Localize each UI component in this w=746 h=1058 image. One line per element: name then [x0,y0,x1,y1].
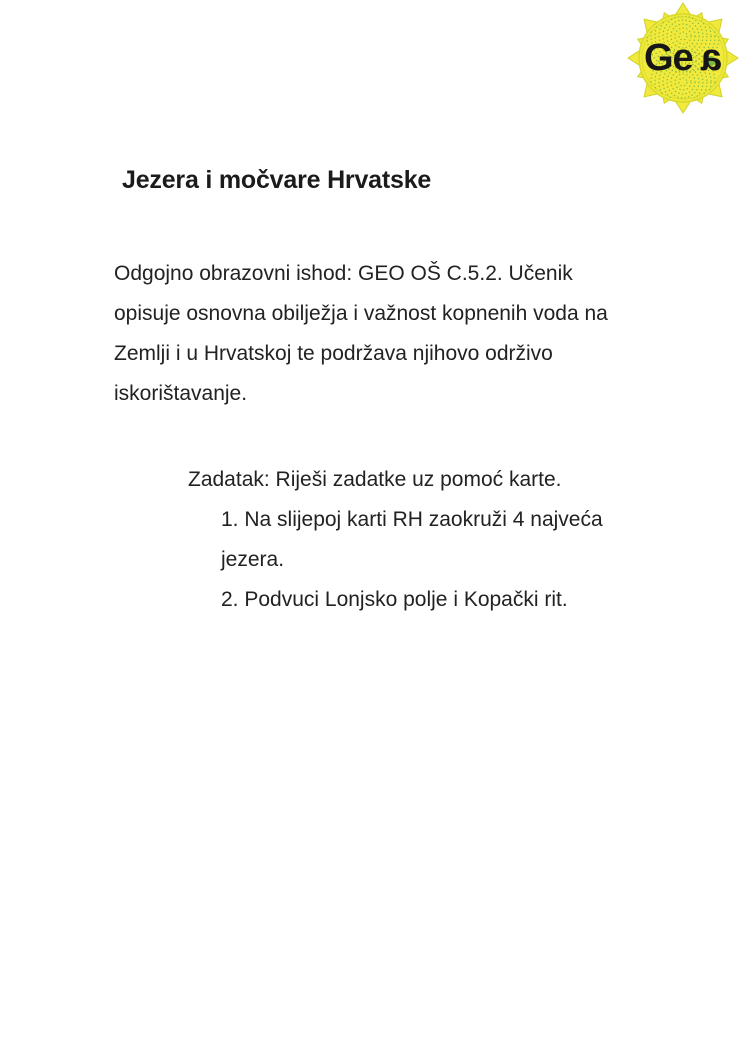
paragraph-line-1: Odgojno obrazovni ishod: GEO OŠ C.5.2. Učenik [114,262,573,285]
learning-outcome-paragraph [114,254,608,414]
task-item-2: 2. Podvuci Lonjsko polje i Kopački rit. [221,588,568,611]
paragraph-line-2: opisuje osnovna obilježja i važnost kopnenih voda na [114,302,608,325]
gea-logo [624,2,742,114]
task-list [221,500,603,620]
paragraph-line-3: Zemlji i u Hrvatskoj te podržava njihovo održivo [114,342,553,365]
gea-logo-text-a: a [700,37,722,79]
gea-logo-icon [624,2,742,114]
task-intro: Zadatak: Riješi zadatke uz pomoć karte. [188,468,562,491]
task-item-1-line-1: 1. Na slijepoj karti RH zaokruži 4 najveća [221,508,603,531]
page-title: Jezera i močvare Hrvatske [122,166,432,194]
gea-logo-text-ge: Ge [644,37,693,79]
task-item-1-line-2: jezera. [221,548,285,571]
paragraph-line-4: iskorištavanje. [114,382,248,405]
